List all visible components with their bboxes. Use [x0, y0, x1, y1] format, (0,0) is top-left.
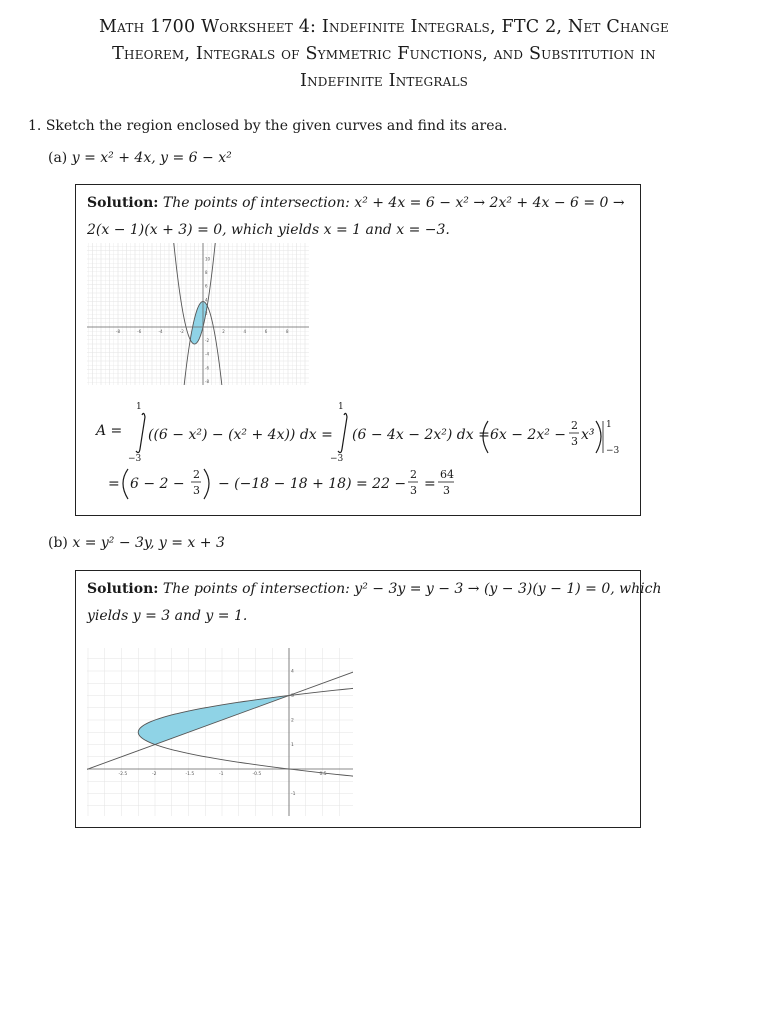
antiderivative: 6x − 2x² −: [490, 427, 567, 443]
part-a-area-formula: [90, 397, 630, 463]
part-a-x-tick-label: 4: [243, 329, 247, 334]
area-lhs: A =: [96, 423, 123, 439]
result-num: 64: [440, 468, 454, 481]
integrand-1: ((6 − x²) − (x² + 4x)) dx =: [148, 427, 333, 443]
eval-rest: − (−18 − 18 + 18) = 22 −: [218, 476, 407, 492]
part-b-solution-box: [75, 570, 662, 828]
part-a-area-evaluation: [106, 461, 486, 507]
integrand-2: (6 − 4x − 2x²) dx =: [352, 427, 490, 443]
part-b-x-tick-label: -0.5: [252, 772, 262, 777]
part-b-solution-line-1: Solution: The points of intersection: y² − 3y = y − 3 → (y − 3)(y − 1) = 0, which: [87, 581, 662, 597]
antideriv-frac-den: 3: [571, 435, 578, 448]
part-a-y-tick-label: 6: [205, 283, 208, 289]
part-a-x-tick-label: 6: [264, 329, 268, 334]
part-a-y-tick-label: 2: [205, 310, 208, 316]
part-a-solution-line-2: 2(x − 1)(x + 3) = 0, which yields x = 1 and x = −3.: [87, 222, 450, 238]
part-a-y-tick-label: 10: [205, 256, 211, 262]
part-b-label: (b): [48, 535, 68, 551]
part-a-heading: [48, 150, 232, 166]
part-b-x-tick-label: -2: [152, 772, 157, 777]
eval-frac2-den: 3: [410, 484, 417, 497]
part-a-solution-line-1: Solution: The points of intersection: x² + 4x = 6 − x² → 2x² + 4x − 6 = 0 →: [87, 195, 625, 211]
worksheet-title: [0, 14, 768, 95]
part-b-x-tick-label: -1: [219, 772, 224, 777]
integral-1-lower: −3: [128, 454, 142, 463]
solution-label: Solution:: [87, 581, 159, 597]
part-b-curves: x = y² − 3y, y = x + 3: [72, 535, 225, 551]
result-den: 3: [443, 484, 450, 497]
part-a-graph: [87, 243, 309, 385]
part-b-x-tick-label: -2.5: [118, 772, 128, 777]
part-b-solution-line-2: yields y = 3 and y = 1.: [87, 608, 248, 624]
part-b-y-tick-label: 2: [291, 718, 294, 724]
title-line-3: Indefinite Integrals: [299, 71, 469, 91]
part-a-solution-box: [75, 184, 641, 516]
part-b-heading: [48, 535, 225, 551]
part-a-curves: y = x² + 4x, y = 6 − x²: [71, 150, 232, 166]
problem-number: 1.: [28, 118, 42, 134]
part-a-x-tick-label: -6: [137, 329, 142, 334]
eval-equals: =: [108, 476, 120, 492]
eval-upper: 1: [606, 420, 612, 430]
title-line-1: Math 1700 Worksheet 4: Indefinite Integrals, FTC 2, Net Change: [99, 17, 669, 37]
integral-sign-2: [338, 413, 347, 452]
integral-2-upper: 1: [338, 402, 344, 412]
part-a-y-tick-label: -2: [205, 338, 209, 344]
part-a-y-tick-label: 8: [205, 270, 208, 276]
eval-paren-content: 6 − 2 −: [130, 476, 185, 492]
antideriv-frac-num: 2: [571, 419, 578, 432]
eval-frac-den: 3: [193, 484, 200, 497]
part-b-curve-line: [87, 671, 353, 774]
part-a-y-tick-label: -4: [205, 351, 209, 357]
part-b-y-tick-label: 1: [291, 743, 294, 748]
eval-frac-num: 2: [193, 468, 200, 481]
part-b-y-tick-label: 3: [291, 694, 294, 699]
right-paren: [596, 421, 601, 453]
part-a-label: (a): [48, 150, 68, 166]
eval-lower: −3: [606, 446, 620, 456]
part-a-y-tick-label: -8: [205, 378, 209, 384]
integral-sign-1: [136, 413, 145, 452]
title-line-2: Theorem, Integrals of Symmetric Functions, and Substitution in: [112, 44, 656, 64]
part-b-grid: [87, 648, 353, 816]
part-a-x-tick-label: -2: [179, 329, 184, 334]
eval-equals-2: =: [424, 476, 436, 492]
part-b-graph: [87, 648, 353, 816]
part-b-y-tick-label: -1: [291, 792, 296, 797]
integral-2-lower: −3: [330, 454, 344, 463]
part-b-x-tick-label: 0.5: [319, 772, 327, 777]
part-a-y-tick-label: -6: [205, 365, 209, 371]
part-a-x-tick-label: 2: [222, 329, 225, 334]
part-a-y-tick-label: 4: [205, 297, 208, 303]
part-a-x-tick-label: -4: [158, 329, 163, 334]
eval-frac2-num: 2: [410, 468, 417, 481]
part-b-x-tick-label: -1.5: [185, 772, 195, 777]
problem-text: Sketch the region enclosed by the given curves and find its area.: [45, 118, 508, 134]
antideriv-tail: x³: [581, 427, 595, 443]
part-a-x-tick-label: -8: [116, 329, 120, 334]
integral-1-upper: 1: [136, 402, 142, 412]
problem-1: [28, 118, 507, 134]
part-b-y-tick-label: 4: [291, 669, 294, 675]
part-a-x-tick-label: 8: [286, 329, 289, 334]
solution-label: Solution:: [87, 195, 159, 211]
